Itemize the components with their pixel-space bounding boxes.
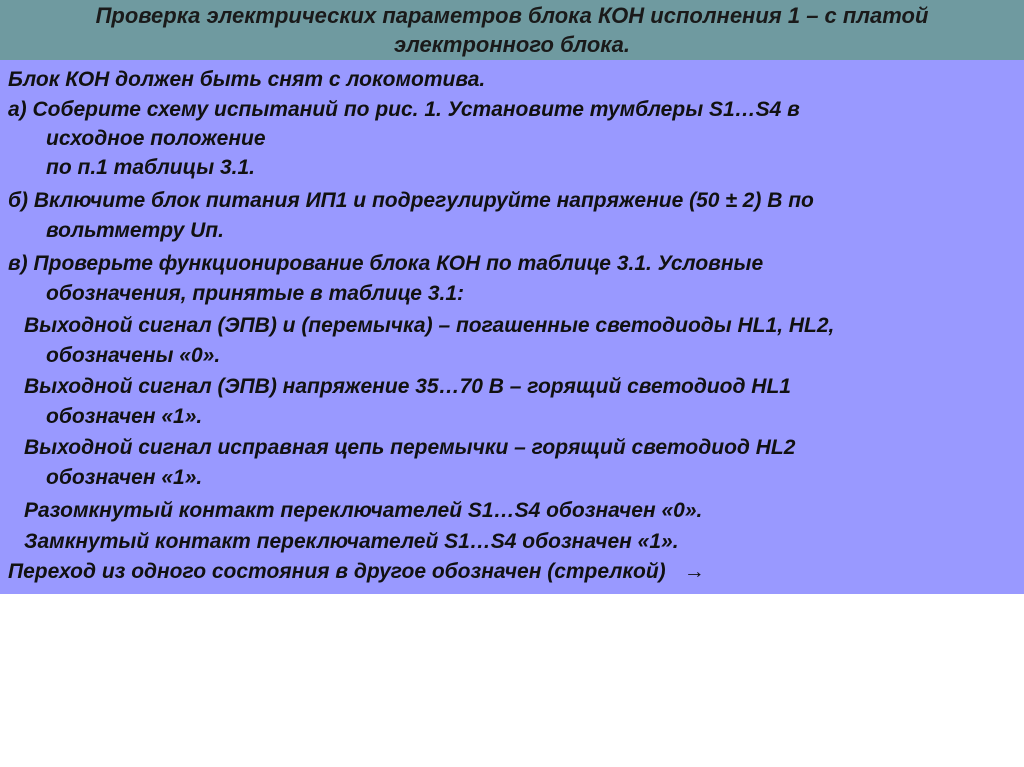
body-line-step-a-cont-2: по п.1 таблицы 3.1. [46,156,255,179]
body-line-signal-0-cont: обозначены «0». [46,344,221,367]
body-line-signal-hl2: Выходной сигнал исправная цепь перемычки – горящий светодиод HL2 [24,436,796,459]
body-line-transition [8,560,705,584]
slide-title [0,0,1024,60]
body-line-open-contact: Разомкнутый контакт переключателей S1…S4 обозначен «0». [24,499,703,522]
slide-title-line-2: электронного блока. [393,32,631,57]
body-line-step-a: а) Соберите схему испытаний по рис. 1. Установите тумблеры S1…S4 в [8,98,800,121]
body-line-remove-unit: Блок КОН должен быть снят с локомотива. [8,68,486,91]
body-line-step-b: б) Включите блок питания ИП1 и подрегулируйте напряжение (50 ± 2) В по [8,189,814,212]
body-line-step-c: в) Проверьте функционирование блока КОН по таблице 3.1. Условные [8,252,764,275]
body-line-signal-hl2-cont: обозначен «1». [46,466,203,489]
slide-body [0,60,1024,594]
body-line-closed-contact: Замкнутый контакт переключателей S1…S4 обозначен «1». [24,530,679,553]
body-line-transition-text: Переход из одного состояния в другое обозначен (стрелкой) [8,560,666,583]
body-line-signal-hl1-cont: обозначен «1». [46,405,203,428]
body-line-signal-0: Выходной сигнал (ЭПВ) и (перемычка) – погашенные светодиоды HL1, HL2, [24,314,835,337]
body-line-step-c-cont: обозначения, принятые в таблице 3.1: [46,282,465,305]
body-line-step-a-cont-1: исходное положение [46,127,266,150]
right-arrow-icon: → [683,560,705,583]
body-line-signal-hl1: Выходной сигнал (ЭПВ) напряжение 35…70 В – горящий светодиод HL1 [24,375,791,398]
slide-title-line-1: Проверка электрических параметров блока КОН исполнения 1 – с платой [95,3,929,28]
body-line-step-b-cont: вольтметру Uп. [46,219,224,242]
